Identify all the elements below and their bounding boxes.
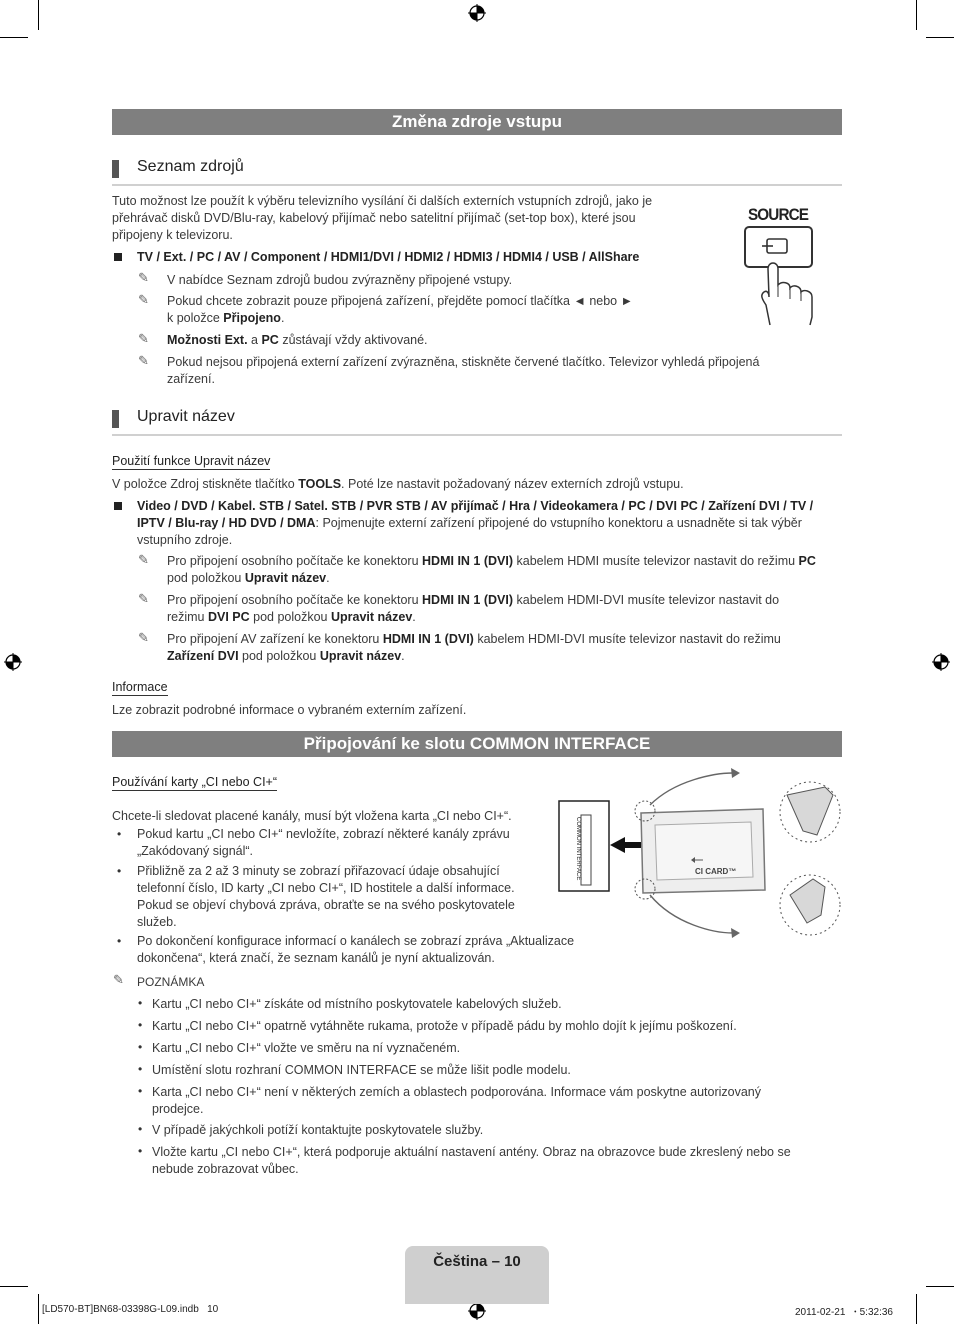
ci-bullet-2: Přibližně za 2 až 3 minuty se zobrazí přiřazovací údaje obsahující telefonní číslo, ID karty „CI nebo CI+“, ID hostitele a další informace. Pokud se objeví chybová zpráva, obraťte se na svého poskytovatele služeb. [137, 864, 515, 929]
ci-note-4: Umístění slotu rozhraní COMMON INTERFACE se může lišit podle modelu. [152, 1063, 571, 1077]
crop-mark [926, 37, 954, 38]
note-bold: Upravit název [319, 649, 402, 663]
ci-card-label: CI CARD™ [695, 867, 737, 876]
crop-mark [38, 1294, 39, 1324]
note-bold: Možnosti Ext. [167, 333, 248, 347]
bullet-dot: • [138, 1084, 143, 1098]
note-bold: HDMI IN 1 (DVI) [382, 632, 474, 646]
ci-bullet-3: Po dokončení konfigurace informací o kanálech se zobrazí zpráva „Aktualizace dokončena“, která značí, že seznam kanálů je nyní aktualizován. [137, 934, 575, 965]
note-text: pod položkou [167, 571, 245, 585]
body-text: . Poté lze nastavit požadovaný název externích zdrojů vstupu. [341, 477, 684, 491]
note-bold: Zařízení DVI [167, 649, 239, 663]
ci-note-heading: POZNÁMKA [137, 975, 205, 989]
note-text: . [401, 649, 405, 663]
list-square-bullet [114, 502, 122, 510]
edit-name-note-1 [167, 553, 847, 587]
note-pencil-icon: ✎ [138, 591, 149, 606]
bullet-dot: • [138, 1040, 143, 1054]
page-number-tab [405, 1246, 549, 1304]
note-bold: PC [798, 554, 816, 568]
footer-file-info: [LD570-BT]BN68-03398G-L09.indb 10 [42, 1304, 219, 1315]
note-text: . [280, 311, 285, 325]
bullet-dot: • [138, 1062, 143, 1076]
note-text: kabelem HDMI-DVI musíte televizor nastavit do režimu [473, 632, 781, 646]
note-text: Pokud chcete zobrazit pouze připojená zařízení, přejděte pomocí tlačítka ◄ nebo ► [167, 294, 633, 308]
registration-mark-icon [932, 653, 950, 671]
bullet-dot: • [138, 1122, 143, 1136]
subheading-label: Upravit název [137, 408, 235, 425]
bullet-dot: • [117, 827, 122, 841]
note-bold: Upravit název [244, 571, 327, 585]
note-pencil-icon: ✎ [138, 270, 149, 285]
note-pencil-icon: ✎ [138, 292, 149, 307]
ci-note-1: Kartu „CI nebo CI+“ získáte od místního poskytovatele kabelových služeb. [152, 997, 562, 1011]
ci-usage-heading: Používání karty „CI nebo CI+“ [112, 775, 278, 789]
note-bold: Upravit název [330, 610, 413, 624]
note-bold: Připojeno [223, 311, 281, 325]
note-text: k položce [167, 311, 220, 325]
edit-name-usage-text [112, 476, 832, 493]
edit-name-note-3 [167, 631, 847, 665]
note-text: zůstávají vždy aktivované. [278, 333, 428, 347]
section-title-common-interface: Připojování ke slotu COMMON INTERFACE [112, 731, 842, 757]
subheading-source-list [112, 156, 842, 186]
source-button-illustration [740, 203, 820, 328]
note-text: a [247, 333, 262, 347]
ci-intro: Chcete-li sledovat placené kanály, musí být vložena karta „CI nebo CI+“. [112, 809, 512, 823]
ci-card-diagram-icon [555, 765, 845, 940]
ci-note-7: Vložte kartu „CI nebo CI+“, která podporuje aktuální nastavení antény. Obraz na obrazovce bude zkreslený nebo se nebude zobrazovat vůbec. [152, 1145, 791, 1176]
ci-slot-label: COMMON INTERFACE [575, 817, 581, 881]
ci-note-2: Kartu „CI nebo CI+“ opatrně vytáhněte rukama, protože v případě pádu by mohlo dojít k jejímu poškození. [152, 1019, 737, 1033]
device-list-bold: Video / DVD / Kabel. STB / Satel. STB / PVR STB / AV přijímač / Hra / Videokamera / PC / DVI PC / Zařízení DVI / TV / IPTV / Blu-ray / HD DVD / DMA [137, 499, 814, 530]
subheading-marker [112, 160, 119, 178]
ci-note-3: Kartu „CI nebo CI+“ vložte ve směru na ní vyznačeném. [152, 1041, 461, 1055]
edit-name-usage-heading: Použití funkce Upravit název [112, 454, 271, 468]
note-text: . [412, 610, 416, 624]
bullet-dot: • [138, 1018, 143, 1032]
info-heading: Informace [112, 680, 168, 694]
ci-card-illustration [555, 765, 845, 940]
sources-line: TV / Ext. / PC / AV / Component / HDMI1/DVI / HDMI2 / HDMI3 / HDMI4 / USB / AllShare [137, 250, 640, 264]
note-pencil-icon: ✎ [138, 552, 149, 567]
body-text: V položce Zdroj stiskněte tlačítko [112, 477, 299, 491]
subheading-edit-name [112, 406, 842, 436]
registration-mark-icon [4, 653, 22, 671]
note-pencil-icon: ✎ [138, 331, 149, 346]
bullet-dot: • [117, 864, 122, 878]
note-text: Pro připojení AV zařízení ke konektoru [167, 632, 383, 646]
note-text: Pro připojení osobního počítače ke konektoru [167, 593, 423, 607]
note-bold: HDMI IN 1 (DVI) [422, 554, 514, 568]
note-text: režimu [167, 610, 208, 624]
note-text: pod položkou [249, 610, 331, 624]
source-note-1: V nabídce Seznam zdrojů budou zvýrazněny připojené vstupy. [167, 273, 513, 287]
note-text: pod položkou [238, 649, 320, 663]
footer-date-info: 2011-02-21 ꞏ 5:32:36 [795, 1307, 893, 1318]
ci-bullet-1: Pokud kartu „CI nebo CI+“ nevložíte, zobrazí některé kanály zprávu „Zakódovaný signál“. [137, 827, 510, 858]
section-title-source-change: Změna zdroje vstupu [112, 109, 842, 135]
note-pencil-icon: ✎ [113, 972, 124, 987]
note-pencil-icon: ✎ [138, 353, 149, 368]
note-bold: HDMI IN 1 (DVI) [422, 593, 514, 607]
crop-mark [916, 0, 917, 30]
note-text: kabelem HDMI-DVI musíte televizor nastavit do [513, 593, 780, 607]
note-text: kabelem HDMI musíte televizor nastavit do režimu [513, 554, 799, 568]
note-bold: DVI PC [207, 610, 250, 624]
bullet-dot: • [138, 1144, 143, 1158]
bullet-dot: • [117, 934, 122, 948]
note-text: Pro připojení osobního počítače ke konektoru [167, 554, 423, 568]
note-bold: PC [261, 333, 279, 347]
crop-mark [926, 1286, 954, 1287]
list-square-bullet [114, 253, 122, 261]
subheading-marker [112, 410, 119, 428]
source-label: SOURCE [748, 205, 809, 224]
bullet-dot: • [138, 996, 143, 1010]
ci-note-5: Karta „CI nebo CI+“ není v některých zemích a oblastech podporována. Informace vám poskytne autorizovaný prodejce. [152, 1085, 762, 1116]
crop-mark [0, 37, 28, 38]
subheading-label: Seznam zdrojů [137, 158, 244, 175]
source-note-4: Pokud nejsou připojená externí zařízení zvýrazněna, stiskněte červené tlačítko. Televizor vyhledá připojená zařízení. [167, 355, 760, 386]
source-note-2 [167, 293, 707, 327]
device-list [137, 498, 837, 549]
ci-note-6: V případě jakýchkoli potíží kontaktujte poskytovatele služby. [152, 1123, 484, 1137]
source-list-intro: Tuto možnost lze použít k výběru televizního vysílání či dalších externích vstupních zdrojů, jako je přehrávač disků DVD/Blu-ray, kabelový přijímač nebo satelitní přijímač (set-top box), které jsou připojeny k televizoru. [112, 194, 653, 242]
registration-mark-icon [468, 4, 486, 22]
page-number: Čeština – 10 [433, 1253, 521, 1270]
crop-mark [916, 1294, 917, 1324]
body-bold: TOOLS [298, 477, 342, 491]
edit-name-note-2 [167, 592, 847, 626]
crop-mark [0, 1286, 28, 1287]
source-button-hand-icon [740, 225, 820, 328]
source-note-3 [167, 332, 707, 349]
device-list-text: : Pojmenujte externí zařízení připojené do vstupního konektoru a usnadněte si tak výběr vstupního zdroje. [137, 516, 802, 547]
crop-mark [38, 0, 39, 30]
note-pencil-icon: ✎ [138, 630, 149, 645]
info-text: Lze zobrazit podrobné informace o vybraném externím zařízení. [112, 703, 467, 717]
note-text: . [326, 571, 330, 585]
registration-mark-icon [468, 1302, 486, 1320]
